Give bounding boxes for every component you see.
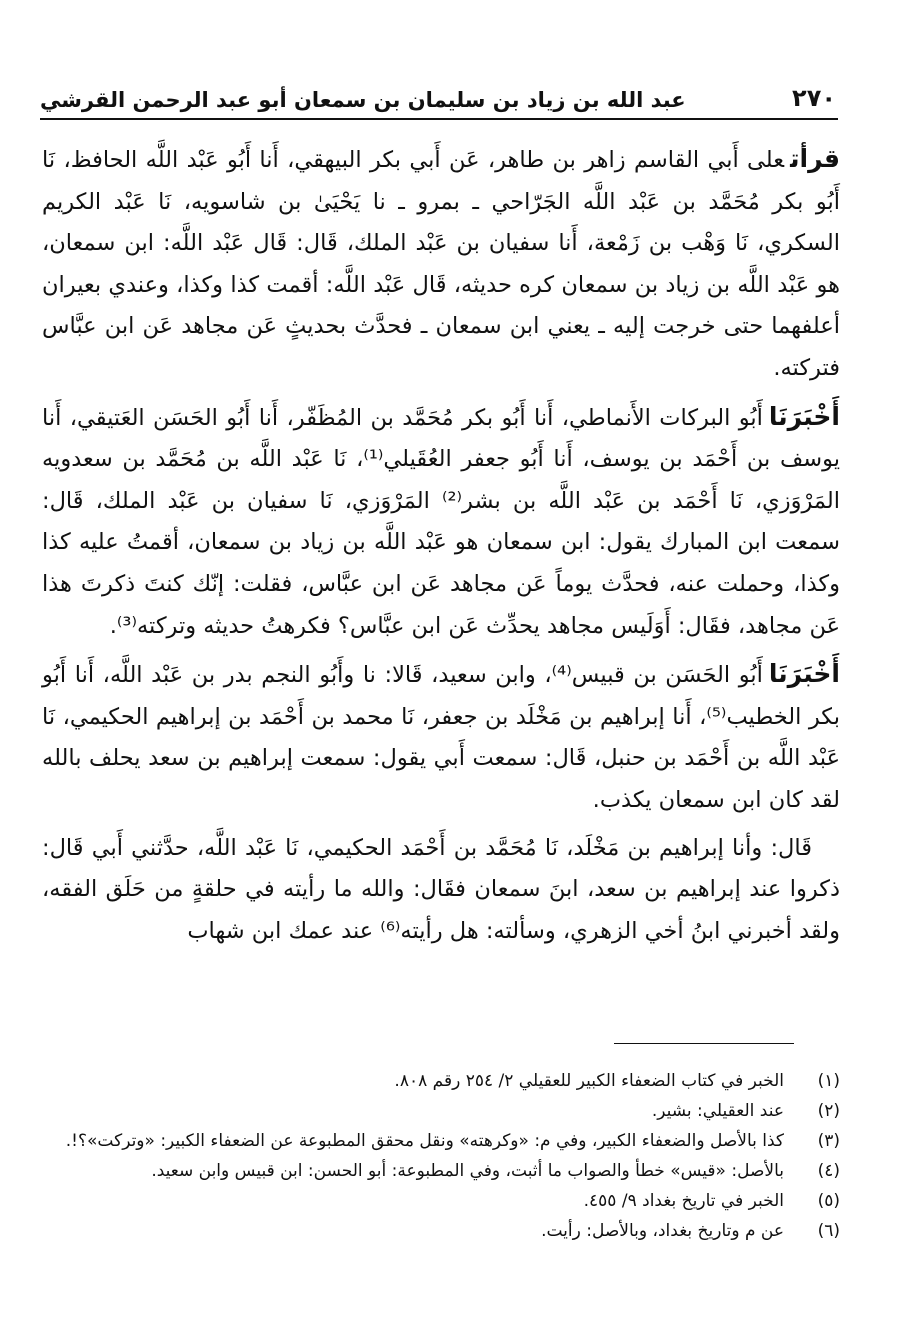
footnote-number: (٥)	[817, 1191, 840, 1211]
footnote-text: عند العقيلي: بشير.	[651, 1101, 784, 1121]
footnote-number: (٤)	[817, 1161, 840, 1181]
footnote-divider	[614, 1043, 794, 1044]
footnote-number: (٢)	[817, 1101, 840, 1121]
page-number: ٢٧٠	[792, 84, 836, 112]
paragraph-lead: أَخْبَرَنَا	[768, 659, 840, 689]
paragraph-1	[42, 138, 840, 390]
paragraph-text: أَبُو الحَسَن بن قبيس⁽⁴⁾، وابن سعيد، قَالا: نا وأَبُو النجم بدر بن عَبْد اللَّه، أَنا أَبُو بكر الخطيب⁽⁵⁾، أَنا إبراهيم بن مَخْلَد بن جعفر، نَا محمد بن أَحْمَد بن إبراهيم الحكيمي، نَا عَبْد اللَّه بن أَحْمَد بن حنبل، قَال: سمعت أَبي يقول: سمعت إبراهيم بن سعد يحلف بالله لقد كان ابن سمعان يكذب.	[42, 662, 840, 813]
paragraph-lead: أَخْبَرَنَا	[768, 401, 840, 431]
paragraph-4	[42, 828, 840, 953]
footnote-item	[40, 1096, 840, 1126]
paragraph-2	[42, 396, 840, 648]
paragraph-text: على أَبي القاسم زاهر بن طاهر، عَن أَبي بكر البيهقي، أَنا أَبُو عَبْد اللَّه الحافظ، نَا أَبُو بكر مُحَمَّد بن عَبْد اللَّه الجَرّاحي ـ بمرو ـ نا يَحْيَىٰ بن شاسويه، نَا عَبْد الكريم السكري، نَا وَهْب بن زَمْعة، أَنا سفيان بن عَبْد الملك، قَال: قَال عَبْد اللَّه: ابن سمعان، هو عَبْد اللَّه بن زياد بن سمعان كره حديثه، قَال عَبْد اللَّه: أقمت كذا وكذا، وعندي بعيران أعلفهما حتى خرجت إليه ـ يعني ابن سمعان ـ فحدَّث بحديثٍ عَن مجاهد عَن ابن عبَّاس فتركته.	[42, 147, 840, 381]
footnote-item	[40, 1066, 840, 1096]
page-header	[40, 78, 836, 112]
footnote-text: كذا بالأصل والضعفاء الكبير، وفي م: «وكرهته» ونقل محقق المطبوعة عن الضعفاء الكبير: «وتركت»؟!.	[65, 1131, 784, 1151]
paragraph-text: أَبُو البركات الأَنماطي، أَنا أَبُو بكر مُحَمَّد بن المُظَفّر، أَنا أَبُو الحَسَن العَتيقي، أَنا يوسف بن أَحْمَد بن يوسف، أَنا أَبُو جعفر العُقَيلي⁽¹⁾، نَا عَبْد اللَّه بن مُحَمَّد بن سعدويه المَرْوَزي، نَا أَحْمَد بن عَبْد اللَّه بن بشر⁽²⁾ المَرْوَزي، نَا سفيان بن عَبْد الملك، قَال: سمعت ابن المبارك يقول: ابن سمعان هو عَبْد اللَّه بن زياد بن سمعان، أقمتُ عليه كذا وكذا، وحملت عنه، فحدَّث يوماً عَن مجاهد عَن ابن عبَّاس، فقلت: إنّك كنتَ ذكرتَ هذا عَن مجاهد، فقَال: أَوَلَيس مجاهد يحدِّث عَن ابن عبَّاس؟ فكرهتُ حديثه وتركته⁽³⁾.	[42, 404, 840, 639]
footnote-text: الخبر في تاريخ بغداد ٩/ ٤٥٥.	[583, 1191, 784, 1211]
main-text	[42, 138, 840, 958]
paragraph-text: قَال: وأنا إبراهيم بن مَخْلَد، نَا مُحَمَّد بن أَحْمَد الحكيمي، نَا عَبْد اللَّه، حدَّثني أَبي قَال: ذكروا عند إبراهيم بن سعد، ابنَ سمعان فقَال: والله ما رأيته في حلقةٍ من حَلَق الفقه، ولقد أخبرني ابنُ أخي الزهري، وسألته: هل رأيته⁽⁶⁾ عند عمك ابن شهاب	[42, 834, 840, 944]
footnote-number: (٦)	[817, 1221, 840, 1241]
running-title: عبد الله بن زياد بن سليمان بن سمعان أبو عبد الرحمن القرشي	[40, 88, 686, 112]
footnote-number: (١)	[817, 1071, 840, 1091]
footnote-item	[40, 1126, 840, 1156]
footnotes	[40, 1066, 840, 1246]
footnote-text: الخبر في كتاب الضعفاء الكبير للعقيلي ٢/ ٢٥٤ رقم ٨٠٨.	[394, 1071, 784, 1091]
footnote-item	[40, 1156, 840, 1186]
footnote-text: عن م وتاريخ بغداد، وبالأصل: رأيت.	[541, 1221, 784, 1241]
footnote-item	[40, 1186, 840, 1216]
footnote-item	[40, 1216, 840, 1246]
footnote-number: (٣)	[817, 1131, 840, 1151]
header-divider	[40, 118, 838, 120]
paragraph-lead: قرأت	[790, 144, 840, 173]
footnote-text: بالأصل: «قيس» خطأ والصواب ما أثبت، وفي المطبوعة: أبو الحسن: ابن قبيس وابن سعيد.	[151, 1161, 784, 1181]
paragraph-3	[42, 653, 840, 821]
